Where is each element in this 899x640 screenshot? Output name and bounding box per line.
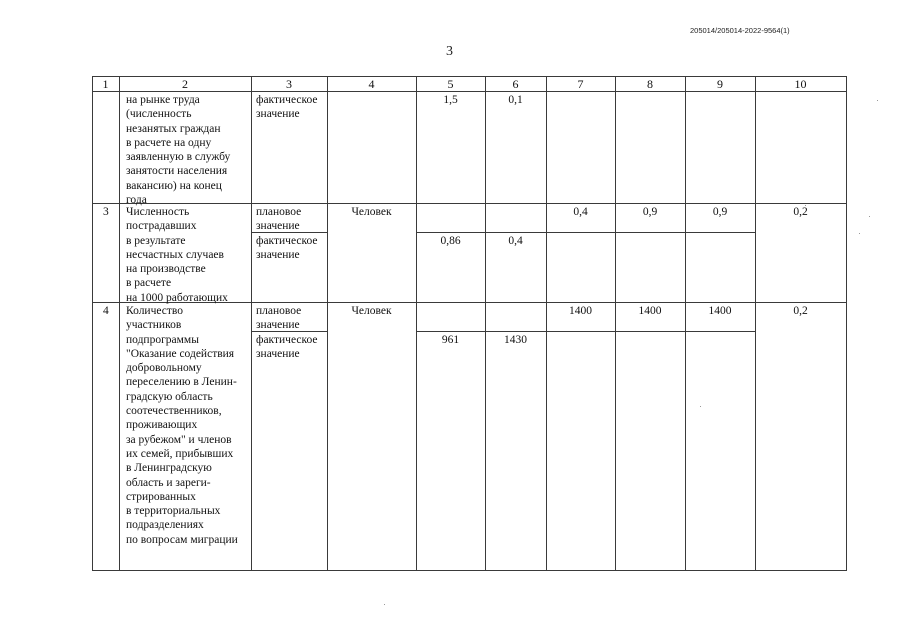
column-border <box>327 76 328 571</box>
plan-value-label: плановое значение <box>256 305 302 332</box>
column-border <box>755 76 756 571</box>
fact-value-label: фактическое значение <box>256 94 318 121</box>
indicator-cell: Численность пострадавших в результате несчастных случаев на производстве в расчете на 1000 работающих <box>126 206 228 304</box>
scan-speck <box>877 100 878 101</box>
scan-speck <box>869 216 870 217</box>
value-cell: 0,2 <box>793 206 808 218</box>
value-cell: 1400 <box>708 305 732 317</box>
header-cell: 6 <box>512 77 519 91</box>
value-cell: 1,5 <box>443 94 458 106</box>
header-cell: 4 <box>368 77 375 91</box>
column-border <box>251 76 252 571</box>
header-cell: 7 <box>577 77 584 91</box>
value-cell: 0,9 <box>642 206 658 218</box>
column-border <box>92 76 93 571</box>
row-number: 4 <box>103 305 109 317</box>
value-cell: 1430 <box>504 334 527 346</box>
value-cell: 961 <box>441 334 460 346</box>
scan-speck <box>700 406 701 407</box>
value-cell: 1400 <box>638 305 662 317</box>
document-id: 205014/205014-2022-9564(1) <box>690 26 790 35</box>
value-cell: 0,86 <box>440 235 461 247</box>
column-border <box>685 76 686 571</box>
header-cell: 9 <box>717 77 723 91</box>
column-border <box>615 76 616 571</box>
plan-value-label: плановое значение <box>256 206 302 233</box>
header-cell: 5 <box>447 77 454 91</box>
indicator-cell: Количество участников подпрограммы "Оказание содействия добровольному переселению в Ленин- градскую область соотечественников, проживающих за рубежом" и членов их семей, прибывших в Ленинградскую область и зареги- стрированных в территориальных подразделениях по вопросам миграции <box>126 305 238 546</box>
fact-value-label: фактическое значение <box>256 235 318 262</box>
value-cell: 0,4 <box>508 235 523 247</box>
value-cell: 0,9 <box>712 206 728 218</box>
scan-speck <box>384 604 385 605</box>
sub-row-divider <box>416 232 756 233</box>
header-cell: 8 <box>647 77 653 91</box>
column-border <box>119 76 120 571</box>
header-cell: 10 <box>794 77 807 91</box>
scan-speck <box>805 205 806 206</box>
unit-cell: Человек <box>351 206 392 218</box>
header-cell: 3 <box>286 77 292 91</box>
indicator-cell: на рынке труда (численность незанятых граждан в расчете на одну заявленную в службу занятости населения вакансию) на конец года <box>126 94 231 207</box>
column-border <box>485 76 486 571</box>
column-border <box>846 76 847 571</box>
header-cell: 1 <box>102 77 109 91</box>
value-cell: 0,4 <box>573 206 588 218</box>
column-border <box>546 76 547 571</box>
fact-value-label: фактическое значение <box>256 334 318 361</box>
row-number: 3 <box>103 206 109 218</box>
column-border <box>416 76 417 571</box>
unit-cell: Человек <box>351 305 392 317</box>
value-cell: 0,2 <box>793 305 808 317</box>
sub-row-divider <box>416 331 756 332</box>
page-number: 3 <box>446 44 453 59</box>
scan-speck <box>859 233 860 234</box>
table-border-bottom <box>92 570 846 571</box>
value-cell: 1400 <box>569 305 592 317</box>
header-cell: 2 <box>182 77 188 91</box>
value-cell: 0,1 <box>508 94 523 106</box>
